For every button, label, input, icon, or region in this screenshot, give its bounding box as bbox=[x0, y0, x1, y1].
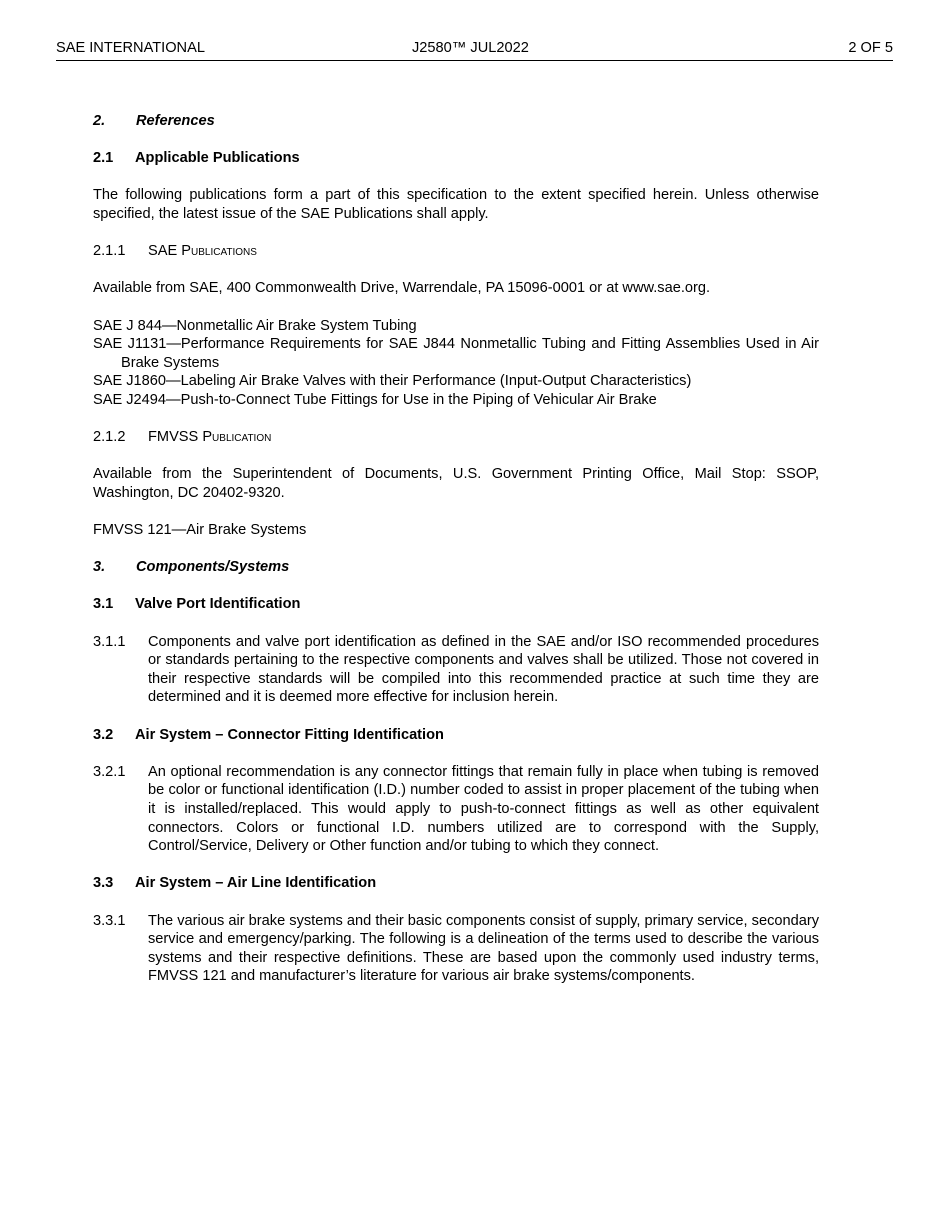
section-title: Applicable Publications bbox=[135, 150, 300, 167]
section-2-1-body: The following publications form a part of this specification to the extent specified herein. Unless otherwise specified, the latest issue of the SAE Publications shall apply. bbox=[93, 187, 819, 222]
section-title: Air System – Connector Fitting Identification bbox=[135, 726, 444, 743]
section-title: Air System – Air Line Identification bbox=[135, 875, 377, 892]
header-document-id: J2580™ JUL2022 bbox=[412, 40, 529, 56]
header-page-number: 2 OF 5 bbox=[848, 40, 893, 56]
section-2-1-2-body: Available from the Superintendent of Documents, U.S. Government Printing Office, Mail Stop: SSOP, Washington, DC 20402-9320. bbox=[93, 466, 819, 501]
section-3-2-1-paragraph bbox=[93, 763, 819, 856]
section-3-1-1-paragraph bbox=[93, 633, 819, 707]
paragraph-number: 3.1.1 bbox=[93, 633, 126, 650]
reference-item: SAE J2494—Push-to-Connect Tube Fittings for Use in the Piping of Vehicular Air Brake bbox=[93, 391, 657, 408]
section-3-3-1-paragraph bbox=[93, 912, 819, 986]
section-number: 2.1 bbox=[93, 150, 114, 167]
paragraph-number: 3.2.1 bbox=[93, 763, 126, 780]
paragraph-number: 3.3.1 bbox=[93, 912, 126, 929]
page-header bbox=[56, 38, 893, 61]
document-body bbox=[93, 112, 819, 986]
paragraph-text: Components and valve port identification as defined in the SAE and/or ISO recommended procedures or standards pertaining to the respective components and valves shall be utilized. Those not covered in their respective standards will be compiled into this recommended practice at such time they are determined and it is deemed more effective for inclusion herein. bbox=[148, 633, 819, 706]
section-number: 2. bbox=[93, 113, 106, 129]
section-number: 2.1.1 bbox=[93, 243, 126, 260]
section-3-2-heading bbox=[93, 726, 819, 745]
section-2-1-1-body: Available from SAE, 400 Commonwealth Drive, Warrendale, PA 15096-0001 or at www.sae.org. bbox=[93, 280, 711, 297]
section-2-1-2-heading bbox=[93, 428, 819, 447]
section-title: Valve Port Identification bbox=[135, 596, 301, 613]
reference-item: SAE J1860—Labeling Air Brake Valves with their Performance (Input-Output Characteristics) bbox=[93, 373, 692, 390]
section-number: 3.3 bbox=[93, 875, 114, 892]
section-2-heading bbox=[93, 112, 819, 131]
section-number: 3. bbox=[93, 559, 106, 576]
paragraph-text: An optional recommendation is any connector fittings that remain fully in place when tubing is removed be color or functional identification (I.D.) number coded to assist in proper placement of the tubing when it is installed/replaced. This would apply to push-to-connect fittings as well as other equivalent connectors. Colors or functional I.D. numbers utilized are to correspond with the Supply, Control/Service, Delivery or Other function and/or tubing to which they connect. bbox=[148, 763, 819, 855]
section-title: Components/Systems bbox=[136, 559, 290, 576]
section-title: SAE Publications bbox=[148, 243, 257, 260]
reference-item: SAE J 844—Nonmetallic Air Brake System Tubing bbox=[93, 317, 417, 334]
header-organization: SAE INTERNATIONAL bbox=[56, 40, 205, 56]
section-number: 3.2 bbox=[93, 726, 114, 743]
section-title: FMVSS Publication bbox=[148, 429, 272, 446]
section-3-1-heading bbox=[93, 595, 819, 614]
paragraph-text: The various air brake systems and their basic components consist of supply, primary service, secondary service and emergency/parking. The following is a delineation of the terms used to describe the various systems and their respective definitions. These are based upon the commonly used industry terms, FMVSS 121 and manufacturer’s literature for various air brake systems/components. bbox=[148, 912, 819, 985]
reference-item: FMVSS 121—Air Brake Systems bbox=[93, 522, 307, 539]
section-2-1-heading bbox=[93, 149, 819, 168]
section-number: 3.1 bbox=[93, 596, 114, 613]
section-title: References bbox=[136, 113, 215, 129]
reference-item: SAE J1131—Performance Requirements for SAE J844 Nonmetallic Tubing and Fitting Assemblies Used in Air Brake Systems bbox=[93, 336, 819, 371]
section-3-3-heading bbox=[93, 874, 819, 893]
section-number: 2.1.2 bbox=[93, 429, 126, 446]
section-3-heading bbox=[93, 558, 819, 577]
section-2-1-1-heading bbox=[93, 242, 819, 261]
